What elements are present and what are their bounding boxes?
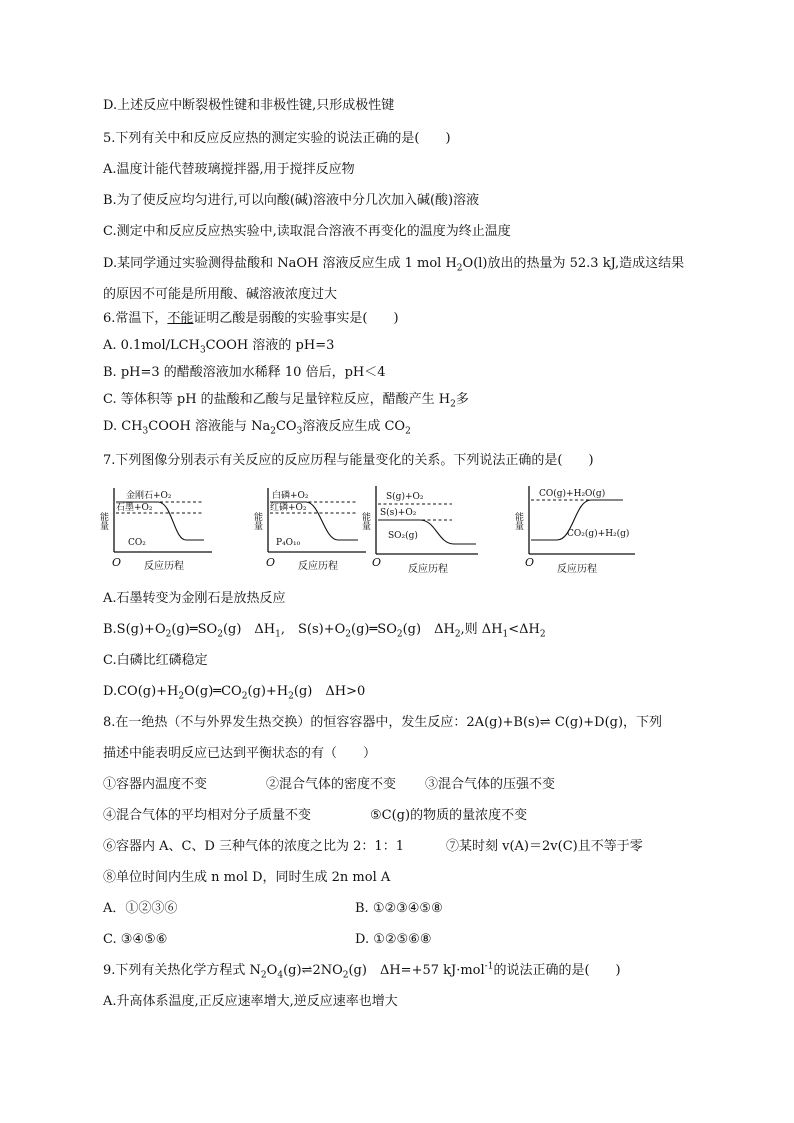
q8-condition-3: ③混合气体的压强不变 <box>425 777 556 792</box>
energy-diagram-sulfur <box>360 482 482 575</box>
q8-condition-8: ⑧单位时间内生成 n mol D，同时生成 2n mol A <box>103 870 391 885</box>
q6-option-d: D. $CH_3COOH$ 溶液能与 $Na_2CO_3$溶液反应生成 $CO_2$ <box>103 419 411 437</box>
q9-option-a: A.升高体系温度,正反应速率增大,逆反应速率也增大 <box>103 994 398 1009</box>
q8-option-a: A．①②③⑥ <box>103 901 178 916</box>
q7-option-a: A.石墨转变为金刚石是放热反应 <box>103 591 286 606</box>
q5-stem: 5.下列有关中和反应反应热的测定实验的说法正确的是( ) <box>103 131 451 146</box>
q7-stem: 7.下列图像分别表示有关反应的反应历程与能量变化的关系。下列说法正确的是( ) <box>103 453 594 468</box>
diagram3-mid-label: S(s)+O₂ <box>380 508 417 518</box>
q6-option-a: A. $0.1mol/LCH_3COOH$ 溶液的 pH=3 <box>103 338 335 356</box>
diagram2-mid-label: 红磷+O₂ <box>270 503 307 513</box>
q8-stem-line1: 8.在一绝热（不与外界发生热交换）的恒容容器中，发生反应：2A(g)+B(s)⇌ C(g)+D(g)，下列 <box>103 715 663 730</box>
q8-condition-4: ④混合气体的平均相对分子质量不变 <box>103 808 312 823</box>
equilibrium-arrow: ⇌ <box>539 715 551 730</box>
q8-condition-6: ⑥容器内 A、C、D 三种气体的浓度之比为 2：1：1 <box>103 839 404 854</box>
energy-axis-label-3: 能量 <box>360 512 370 530</box>
q8-condition-1: ①容器内温度不变 <box>103 777 208 792</box>
q5-option-d-line1: D.某同学通过实验测得盐酸和 NaOH 溶液反应生成 1 mol $H_2O(l)$放出的热量为 52.3 kJ,造成这结果 <box>103 256 685 274</box>
q8-stem-line2: 描述中能表明反应已达到平衡状态的有（ ） <box>103 746 377 761</box>
q5-option-b: B.为了使反应均匀进行,可以向酸(碱)溶液中分几次加入碱(酸)溶液 <box>103 193 480 208</box>
q8-condition-7: ⑦某时刻 v(A)＝2v(C)且不等于零 <box>446 839 643 854</box>
energy-axis-label-4: 能量 <box>513 512 523 530</box>
q5-option-d-line2: 的原因不可能是所用酸、碱溶液浓度过大 <box>103 287 338 302</box>
q6-underlined-word: 不能 <box>167 311 194 326</box>
q9-stem: 9.下列有关热化学方程式 $N_2O_4(g)\rightleftharpoons 2NO_2(g)$ ΔH=+57 kJ·mol$^{-1}$的说法正确的是( ) <box>103 961 621 981</box>
diagram1-origin: O <box>112 556 122 569</box>
energy-diagram-water-gas <box>513 482 640 575</box>
q8-option-d: D. ①②⑤⑥⑧ <box>355 932 432 947</box>
diagram4-bottom-label: CO₂(g)+H₂(g) <box>567 529 630 539</box>
diagram4-origin: O <box>525 556 535 569</box>
diagram1-mid-label: 石墨+O₂ <box>116 503 153 513</box>
diagram2-x-label: 反应历程 <box>298 561 338 572</box>
q7-option-c: C.白磷比红磷稳定 <box>103 653 208 668</box>
diagram2-bottom-label: P₄O₁₀ <box>276 538 301 548</box>
q6-option-c: C. 等体积等 pH 的盐酸和乙酸与足量锌粒反应，醋酸产生 $H_2$多 <box>103 392 469 410</box>
q8-condition-5: ⑤C(g)的物质的量浓度不变 <box>370 808 528 823</box>
diagram2-top-label: 白磷+O₂ <box>272 491 309 501</box>
q6-stem: 6.常温下，不能证明乙酸是弱酸的实验事实是( ) <box>103 311 399 326</box>
diagram3-bottom-label: SO₂(g) <box>388 531 418 541</box>
q8-condition-2: ②混合气体的密度不变 <box>266 777 397 792</box>
diagram4-x-label: 反应历程 <box>557 564 597 575</box>
diagram1-x-label: 反应历程 <box>144 561 184 572</box>
q7-option-d: $D.CO(g)+H_2O(g)═CO_2(g)+H_2(g)$ ΔH>0 <box>103 684 366 702</box>
diagram1-top-label: 金刚石+O₂ <box>126 491 172 501</box>
q5-option-c: C.测定中和反应反应热实验中,读取混合溶液不再变化的温度为终止温度 <box>103 224 511 239</box>
q8-option-b: B. ①②③④⑤⑧ <box>355 901 443 916</box>
diagram3-origin: O <box>372 556 382 569</box>
energy-axis-label: 能量 <box>98 512 108 530</box>
q4-option-d: D.上述反应中断裂极性键和非极性键,只形成极性键 <box>103 98 395 113</box>
diagram3-top-label: S(g)+O₂ <box>386 492 424 502</box>
q7-option-b: $B.S(g)+O_2(g)═SO_2(g)$ $\Delta H_1$, $S(s)+O_2(g)═SO_2(g)$ $\Delta H_2$,则 $\Delta H_1<\Delta H_2$ <box>103 622 546 640</box>
equilibrium-arrow-2: ⇌ <box>301 963 313 978</box>
q6-option-b: B. pH=3 的醋酸溶液加水稀释 10 倍后，pH＜4 <box>103 365 386 380</box>
diagram1-bottom-label: CO₂ <box>128 538 146 548</box>
energy-axis-label-2: 能量 <box>252 512 262 530</box>
diagram4-top-label: CO(g)+H₂O(g) <box>539 489 606 499</box>
q5-option-a: A.温度计能代替玻璃搅拌器,用于搅拌反应物 <box>103 162 355 177</box>
diagram2-origin: O <box>266 556 276 569</box>
q8-option-c: C. ③④⑤⑥ <box>103 932 168 947</box>
diagram3-x-label: 反应历程 <box>408 564 448 575</box>
